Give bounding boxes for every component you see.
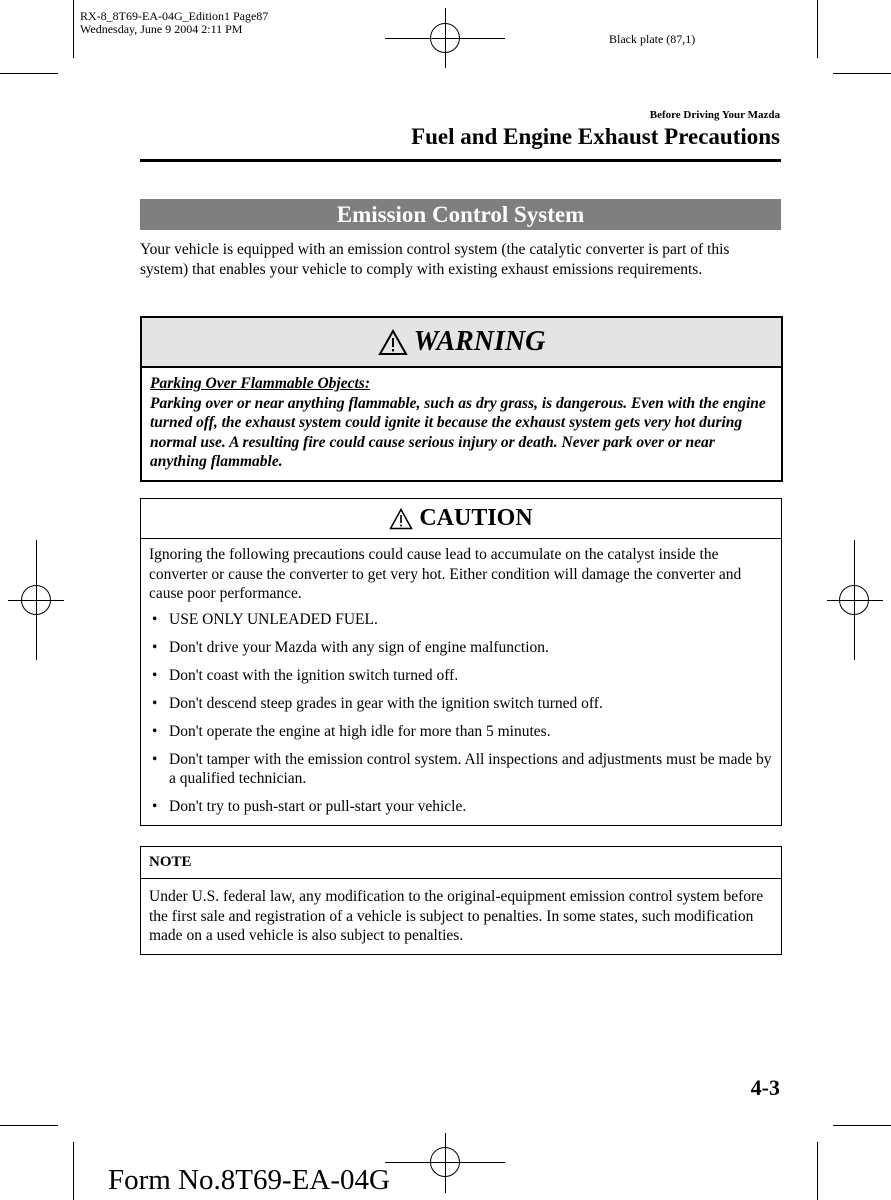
caution-triangle-icon <box>389 508 413 530</box>
bullet-dot: • <box>152 666 158 684</box>
list-item <box>149 722 773 742</box>
list-item <box>149 638 773 658</box>
warning-text: Parking over or near anything flammable, such as dry grass, is dangerous. Even with the engine turned off, the exhaust system could ignite it because the exhaust system gets very hot during normal use. A resulting fire could cause serious injury or death. Never park over or near anything flammable. <box>150 394 766 470</box>
caution-list <box>149 610 773 817</box>
caution-body <box>141 539 781 825</box>
note-box <box>140 846 782 955</box>
chapter-title: Fuel and Engine Exhaust Precautions <box>411 124 780 149</box>
list-item <box>149 610 773 630</box>
list-item-text: Don't coast with the ignition switch turned off. <box>169 666 459 684</box>
bullet-dot: • <box>152 722 158 740</box>
list-item <box>149 797 773 817</box>
caution-title: CAUTION <box>419 505 533 531</box>
warning-box <box>140 316 783 482</box>
page-number: 4-3 <box>750 1075 780 1100</box>
list-item-text: Don't drive your Mazda with any sign of engine malfunction. <box>169 638 549 656</box>
bullet-dot: • <box>152 750 158 768</box>
bullet-dot: • <box>152 694 158 712</box>
list-item <box>149 694 773 714</box>
topic-banner: Emission Control System <box>140 199 781 230</box>
caution-box <box>140 498 782 826</box>
bullet-dot: • <box>152 610 158 628</box>
list-item <box>149 750 773 789</box>
warning-triangle-icon <box>378 329 408 356</box>
list-item-text: Don't operate the engine at high idle for more than 5 minutes. <box>169 722 551 740</box>
list-item-text: USE ONLY UNLEADED FUEL. <box>169 610 378 628</box>
bullet-dot: • <box>152 798 158 815</box>
warning-subtitle: Parking Over Flammable Objects: <box>150 375 370 392</box>
list-item <box>149 666 773 686</box>
warning-header <box>142 318 781 368</box>
note-text: Under U.S. federal law, any modification to the original-equipment emission control system before the first sale and registration of a vehicle is subject to penalties. In some states, such modification made on a used vehicle is also subject to penalties. <box>149 888 764 944</box>
print-file-line: RX-8_8T69-EA-04G_Edition1 Page87 <box>80 9 269 23</box>
list-item-text: Don't tamper with the emission control system. All inspections and adjustments must be made by a qualified technician. <box>169 750 772 787</box>
intro-paragraph: Your vehicle is equipped with an emission control system (the catalytic converter is part of this system) that enables your vehicle to comply with existing exhaust emissions requirements. <box>140 241 730 278</box>
warning-body <box>142 368 781 480</box>
form-number: Form No.8T69-EA-04G <box>108 1164 390 1196</box>
note-title: NOTE <box>141 847 781 879</box>
print-plate: Black plate (87,1) <box>609 32 696 46</box>
list-item-text: Don't descend steep grades in gear with the ignition switch turned off. <box>169 694 603 712</box>
caution-header <box>141 499 781 539</box>
header-rule <box>140 159 781 162</box>
bullet-dot: • <box>152 638 158 656</box>
print-date-line: Wednesday, June 9 2004 2:11 PM <box>80 22 243 36</box>
caution-text: Ignoring the following precautions could cause lead to accumulate on the catalyst inside the converter or cause the converter to get very hot. Either condition will damage the converter and cause poor performance. <box>149 546 742 602</box>
section-title: Before Driving Your Mazda <box>649 109 780 121</box>
warning-title: WARNING <box>413 326 546 357</box>
list-item-text: Don't try to push-start or pull-start your vehicle. <box>169 798 467 815</box>
